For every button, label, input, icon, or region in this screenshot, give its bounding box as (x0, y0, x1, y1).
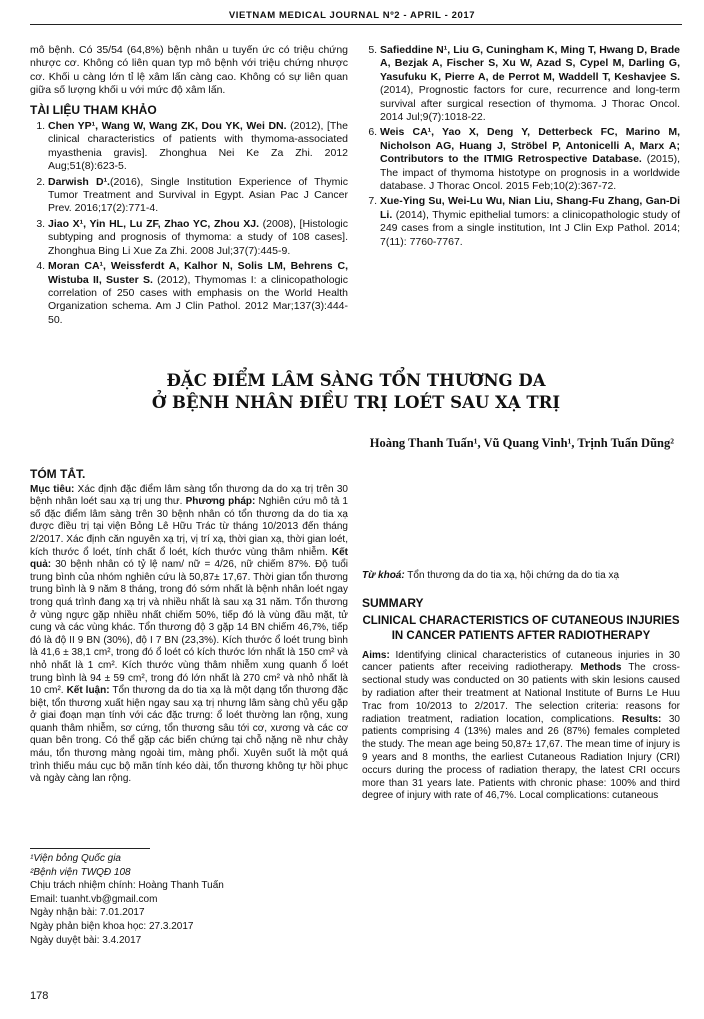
reference-authors: Safieddine N¹, Liu G, Cuningham K, Ming T, Hwang D, Brade A, Bezjak A, Fischer S, Xu W, Azad S, Cypel M, Darling G, Yasufuku K, Pierre A, de Perrot M, Waddell T, Keshavjee S. (380, 44, 680, 83)
summary-body: 30 patients comprising 4 (13%) males and 26 (87%) females completed the study. The mean age being 50,87± 17,67. The mean time of injury is 9 years and 8 months, the earliest Cutaneous Radiation Injury (CRI) occurs during the process of radiation therapy, the latest CRI occurs more than 31 years late. Patients with chronic phase: 100% and third degree of injury with rate of 46,7%. Local complications: cutaneous (362, 713, 680, 802)
reference-item (48, 260, 348, 327)
summary-body: Identifying clinical characteristics of cutaneous injuries in 30 cancer patients after receiving radiotherapy. (362, 649, 680, 674)
summary-subtitle: CLINICAL CHARACTERISTICS OF CUTANEOUS INJURIES IN CANCER PATIENTS AFTER RADIOTHERAPY (362, 614, 680, 642)
footnote-affiliation-2: ²Bệnh viện TWQĐ 108 (30, 866, 131, 878)
summary-body: The cross-sectional study was conducted on 30 patients with skin lesions caused by radiation after their treatment at National Institute of Burns Le Huu Trac from 10/2013 to 2/2017. The selection criteria: reasons for radiation treatment, radiation location, complications. (362, 662, 680, 725)
footnote-rule (30, 848, 150, 849)
prev-article-right (362, 44, 680, 251)
reference-authors: Xue-Ying Su, Wei-Lu Wu, Nian Liu, Shang-Fu Zhang, Gan-Di Li. (380, 195, 680, 221)
reference-item (48, 176, 348, 216)
journal-header: VIETNAM MEDICAL JOURNAL Nº2 - APRIL - 2017 (228, 10, 476, 21)
reference-details: (2012), [The clinical characteristics of patients with thymoma-associated myasthenia gravis]. Zhonghua Nei Ke Za Zhi. 2012 Aug;51(8):623-5. (48, 120, 348, 173)
references-title: TÀI LIỆU THAM KHẢO (30, 102, 157, 117)
keywords (362, 570, 680, 583)
footnote-email: Email: tuanht.vb@gmail.com (30, 893, 158, 905)
reference-details: (2014), Thymic epithelial tumors: a clinicopathologic study of 249 cases from a single institution, Int J Clin Exp Pathol. 2014; 7(11): 7760-7767. (380, 208, 680, 248)
footnote-affiliation-1: ¹Viện bỏng Quốc gia (30, 853, 121, 864)
reference-item (48, 218, 348, 258)
reference-details: (2015), The impact of thymoma histotype on prognosis in a worldwide database. J Thorac Oncol. 2015 Feb;10(2):367-72. (380, 153, 680, 193)
page-number: 178 (30, 990, 49, 1002)
reference-authors: Weis CA¹, Yao X, Deng Y, Detterbeck FC, Marino M, Nicholson AG, Huang J, Ströbel P, Antonicelli A, Marx A; Contributors to the ITMIG Retrospective Database. (380, 126, 680, 166)
abstract-label: Kết quả: (30, 546, 349, 571)
summary-label: Methods (580, 662, 622, 674)
reference-item (48, 120, 348, 174)
abstract-text: Xác định đặc điểm lâm sàng tổn thương da do xạ trị trên 30 bệnh nhân loét sau xạ trị ung thư. (30, 483, 348, 508)
reference-details: (2016), Single Institution Experience of Thymic Tumor Treatment and Survival in Egypt. Asian Pac J Cancer Prev. 2016;17(2):771-4. (48, 175, 348, 215)
abstract-aims (30, 484, 348, 786)
abstract-title: TÓM TẮT. (30, 467, 86, 481)
summary-text (362, 650, 680, 804)
reference-list-continued (362, 44, 680, 249)
abstract-vi (30, 462, 348, 788)
abstract-label: Mục tiêu: (30, 483, 75, 495)
prev-article-left (30, 44, 348, 329)
abstract-text: Tổn thương da do tia xạ là một dạng tổn thương đặc biệt, tổn thương xuất hiện ngay sau xạ trị nhưng lâm sàng chủ yếu gặp ở giai đoạn mạn tính với các đặc trưng: ổ loét thường lan rộng, xung quanh thâm nhiễm, sơ cứng, tổn thương sâu tới cơ, xương và các cơ quan bên trong. Có thể gặp các biến chứng tại chỗ nặng nề như chảy máu, tổn thương màng ngoài tim, màng phổi. Xuyên suốt là một quá trình thiếu máu cục bộ mãn tính kéo dài, tổn thương không tự hồi phục và ngày càng lan rộng. (30, 685, 349, 785)
reference-details: (2008), [Histologic subtyping and prognosis of thymoma: a study of 108 cases]. Zhonghua Bing Li Xue Za Zhi. 2008 Jul;37(7):445-9. (48, 217, 348, 257)
reference-item (380, 126, 680, 193)
abstract-text: 30 bệnh nhân có tỷ lệ nam/ nữ = 4/26, nữ chiếm 87%. Độ tuổi trung bình của nhóm nghiên cứu là 50,87± 17,67. Thời gian tổn thương trung bình là 9 năm 8 tháng, trong đó sớm nhất là bệnh nhân loét ngay trong quá trình đang xạ trị và nhiều nhất là sau xạ 31 năm. Tổn thương ở vùng ngực gặp nhiều nhất chiếm 50%, tiếp đó là vùng đầu mặt, tử cung và các vùng khác. Tổn thương độ 3 gặp 14 BN chiếm 46,7%, tiếp đó là độ II 9 BN (30%), độ I 7 BN (23,3%). Kích thước ổ loét trung bình là 41,6 ± 38,1 cm², trong đó ổ loét có kích thước lớn nhất là 150 cm² và nhỏ nhất là 1 cm². Kích thước vùng thâm nhiễm xung quanh ổ loét trung bình là 94 ± 59 cm², trong đó lớn nhất là 270 cm² và nhỏ nhất là 10 cm². (30, 559, 348, 697)
reference-authors: Darwish D¹. (48, 175, 110, 188)
keywords-label: Từ khoá: (362, 570, 405, 581)
footnotes (30, 852, 348, 947)
abstract-en (362, 570, 680, 805)
reference-authors: Moran CA¹, Weissferdt A, Kalhor N, Solis LM, Behrens C, Wistuba II, Suster S. (48, 260, 348, 286)
keywords-text: Tổn thương da do tia xạ, hội chứng da do tia xạ (404, 570, 620, 581)
article-title (30, 370, 682, 414)
summary-label: Results: (621, 713, 662, 725)
reference-item (380, 44, 680, 124)
article-authors: Hoàng Thanh Tuấn¹, Vũ Quang Vinh¹, Trịnh Tuấn Dũng² (369, 436, 674, 450)
reference-list (30, 120, 348, 327)
article-title-line1: ĐẶC ĐIỂM LÂM SÀNG TỔN THƯƠNG DA (166, 371, 546, 390)
reference-authors: Jiao X¹, Yin HL, Lu ZF, Zhao YC, Zhou XJ. (48, 217, 260, 230)
reference-details: (2012), Thymomas I: a clinicopathologic correlation of 250 cases with emphasis on the World Health Organization schema. Am J Clin Pathol. 2012 Mar;137(3):444-50. (48, 273, 348, 326)
footnote-accepted: Ngày duyệt bài: 3.4.2017 (30, 934, 142, 946)
summary-title: SUMMARY (362, 595, 424, 610)
header-rule (30, 24, 682, 25)
abstract-label: Kết luận: (66, 685, 110, 697)
reference-item (380, 195, 680, 249)
footnote-received: Ngày nhận bài: 7.01.2017 (30, 907, 145, 919)
prev-conclusion-text: mô bệnh. Có 35/54 (64,8%) bệnh nhân u tuyến ức có triệu chứng nhược cơ. Không có liên quan typ mô bệnh với triệu chứng nhược cơ. Khối u càng lớn tỉ lệ xâm lấn càng cao. Không có sự liên quan giữa số lượng khối u với mức độ xâm lấn. (30, 44, 348, 97)
footnote-corresponding: Chịu trách nhiệm chính: Hoàng Thanh Tuấn (30, 880, 224, 892)
reference-authors: Chen YP¹, Wang W, Wang ZK, Dou YK, Wei DN. (48, 120, 287, 133)
summary-label: Aims: (362, 649, 390, 661)
reference-details: (2014), Prognostic factors for cure, recurrence and long-term survival after surgical resection of thymoma. J Thorac Oncol. 2014 Jul;9(7):1018-22. (380, 84, 680, 124)
footnote-reviewed: Ngày phản biện khoa học: 27.3.2017 (30, 920, 194, 932)
abstract-label: Phương pháp: (185, 496, 256, 508)
abstract-text: Nghiên cứu mô tả 1 số đặc điểm lâm sàng trên 30 bệnh nhân có tổn thương da do tia xạ được điều trị tại viện Bỏng Lê Hữu Trác từ tháng 10/2013 đến tháng 2/2017. Xác định căn nguyên xạ trị, vị trí xạ, thời gian xạ, thời gian loét, kích thước ổ loét, tính chất ổ loét, kích thước vùng thâm nhiễm. (30, 496, 348, 558)
article-title-line2: Ở BỆNH NHÂN ĐIỀU TRỊ LOÉT SAU XẠ TRỊ (151, 393, 561, 412)
